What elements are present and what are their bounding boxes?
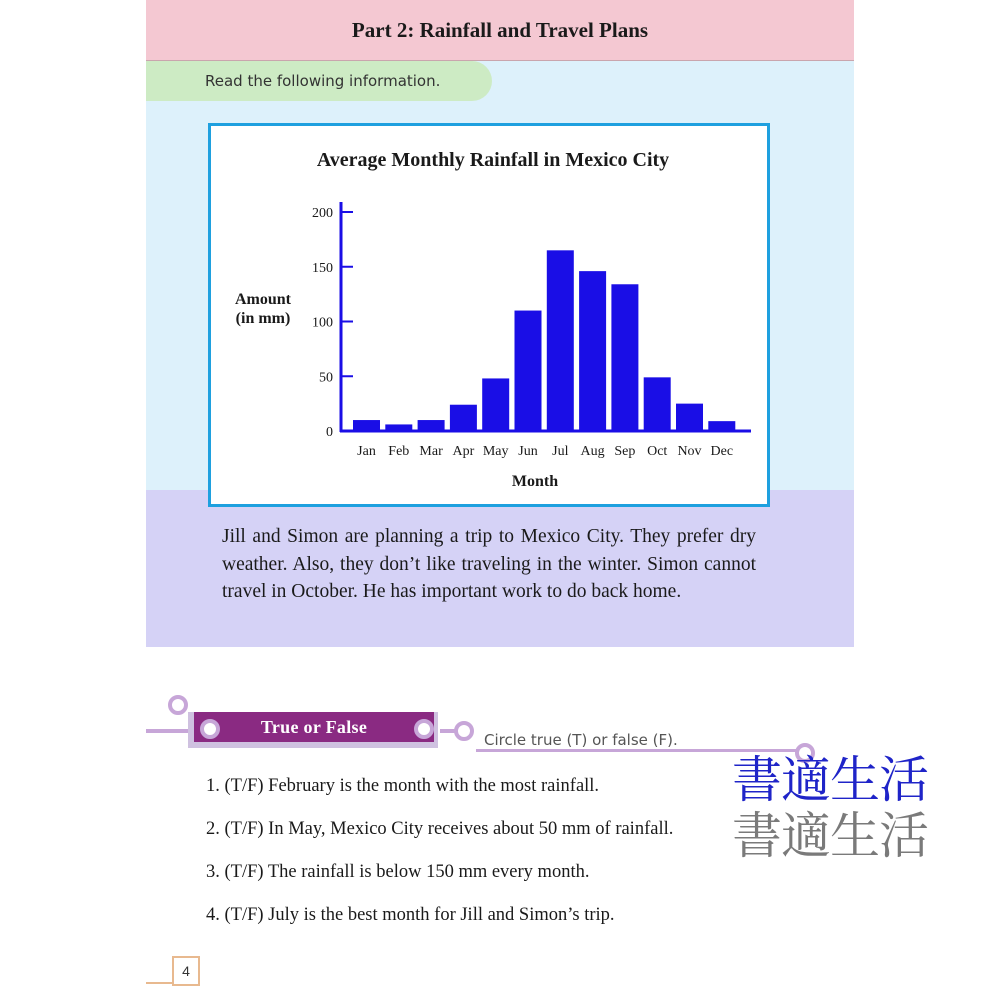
bar-jan bbox=[353, 420, 380, 431]
y-axis-label-line1: Amount bbox=[234, 291, 292, 308]
y-tick-label: 100 bbox=[312, 315, 333, 331]
tf-instruction: Circle true (T) or false (F). bbox=[484, 731, 678, 749]
bar-oct bbox=[644, 377, 671, 431]
bar-mar bbox=[418, 420, 445, 431]
watermark-line1: 書適生活 bbox=[732, 751, 928, 809]
y-tick-label: 0 bbox=[326, 425, 333, 440]
bar-aug bbox=[579, 271, 606, 431]
chart-title: Average Monthly Rainfall in Mexico City bbox=[316, 149, 670, 171]
x-tick-label: Feb bbox=[388, 444, 410, 459]
question-item: 1. (T/F) February is the month with the most rainfall. bbox=[206, 776, 600, 796]
bar-jul bbox=[547, 250, 574, 431]
x-tick-label: Jul bbox=[552, 444, 569, 459]
page-number: 4 bbox=[172, 956, 200, 986]
instruction-text: Read the following information. bbox=[205, 72, 441, 90]
question-list bbox=[206, 773, 673, 945]
x-tick-label: Nov bbox=[677, 444, 702, 459]
true-false-banner bbox=[194, 712, 434, 742]
tf-ring-decoration bbox=[200, 719, 220, 739]
y-tick-label: 150 bbox=[312, 260, 333, 276]
x-tick-label: Dec bbox=[710, 444, 734, 459]
page-number-rule bbox=[146, 982, 174, 984]
bar-jun bbox=[515, 311, 542, 431]
chart-svg bbox=[211, 126, 767, 504]
x-tick-label: Mar bbox=[419, 444, 443, 459]
x-tick-label: Jun bbox=[518, 444, 538, 459]
true-false-title: True or False bbox=[260, 716, 368, 737]
y-axis-label-line2: (in mm) bbox=[235, 310, 291, 327]
question-item: 2. (T/F) In May, Mexico City receives about 50 mm of rainfall. bbox=[206, 819, 674, 839]
tf-ring-decoration bbox=[414, 719, 434, 739]
x-tick-label: Apr bbox=[452, 444, 475, 459]
part-header bbox=[146, 0, 854, 61]
x-tick-label: May bbox=[482, 444, 509, 459]
y-tick-label: 200 bbox=[312, 206, 333, 221]
bar-may bbox=[482, 378, 509, 431]
rainfall-chart bbox=[208, 123, 770, 507]
x-axis-label: Month bbox=[511, 473, 559, 490]
x-tick-label: Oct bbox=[647, 444, 668, 459]
x-tick-label: Aug bbox=[580, 444, 605, 459]
question-item: 4. (T/F) July is the best month for Jill and Simon’s trip. bbox=[206, 905, 615, 925]
instruction-pill bbox=[146, 61, 492, 101]
bar-sep bbox=[611, 284, 638, 431]
passage-text: Jill and Simon are planning a trip to Mexico City. They prefer dry weather. Also, they don’t like traveling in the winter. Simon cannot travel in October. He has important work to do back home. bbox=[222, 526, 756, 602]
bar-nov bbox=[676, 404, 703, 431]
watermark-line2: 書適生活 bbox=[732, 807, 928, 865]
page-title: Part 2: Rainfall and Travel Plans bbox=[351, 17, 649, 42]
bar-apr bbox=[450, 405, 477, 431]
question-item: 3. (T/F) The rainfall is below 150 mm every month. bbox=[206, 862, 590, 882]
y-tick-label: 50 bbox=[319, 370, 333, 386]
x-tick-label: Jan bbox=[357, 444, 376, 459]
tf-ring-decoration bbox=[168, 695, 188, 715]
x-tick-label: Sep bbox=[614, 444, 636, 459]
tf-ring-decoration bbox=[454, 721, 474, 741]
